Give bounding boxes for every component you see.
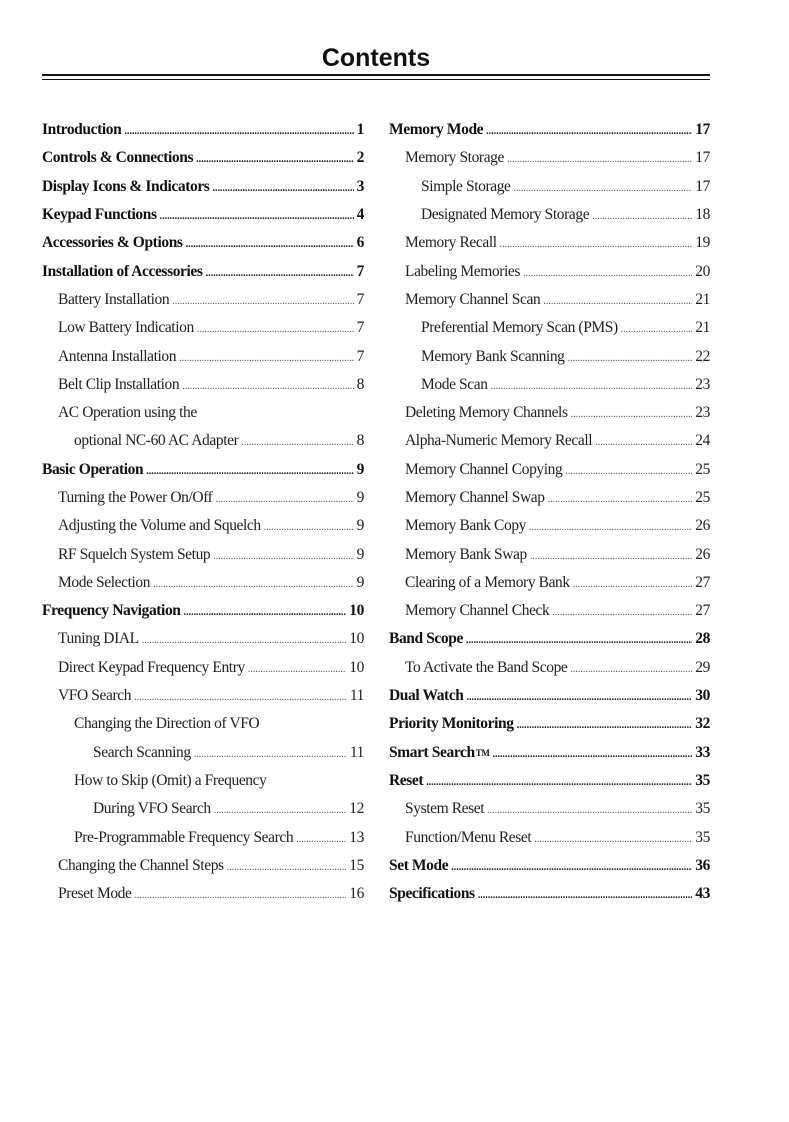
toc-entry-label: Keypad Functions [42, 206, 157, 224]
toc-entry-label: Memory Channel Copying [405, 460, 563, 478]
toc-entry-label: Simple Storage [421, 177, 511, 195]
toc-entry-memory-mode[interactable] [389, 116, 710, 144]
toc-entry-label: RF Squelch System Setup [58, 545, 211, 563]
toc-entry-label: During VFO Search [93, 800, 211, 818]
page-title: Contents [321, 44, 431, 72]
toc-entry-label: Memory Bank Swap [405, 545, 527, 563]
toc-entry-page-number: 11 [349, 743, 364, 761]
toc-entry-label: Designated Memory Storage [421, 206, 590, 224]
toc-entry-memory-bank-swap[interactable] [389, 540, 710, 568]
toc-entry-page-number: 28 [695, 630, 710, 648]
toc-entry-memory-channel-scan[interactable] [389, 286, 710, 314]
toc-entry-page-number: 13 [349, 828, 364, 846]
dot-leader [182, 376, 353, 394]
toc-entry-label: Band Scope [389, 630, 463, 648]
toc-entry-page-number: 10 [349, 630, 364, 648]
toc-entry-installation-of-accessories[interactable] [42, 257, 364, 285]
dot-leader [184, 602, 347, 620]
dot-leader [160, 206, 354, 224]
toc-entry-label: Turning the Power On/Off [58, 489, 213, 506]
toc-entry-label: Adjusting the Volume and Squelch [58, 517, 261, 535]
dot-leader [214, 800, 347, 818]
toc-entry-page-number: 35 [695, 771, 710, 789]
dot-leader [548, 489, 693, 507]
toc-entry-optional-nc-60-ac-adapter[interactable] [42, 427, 364, 455]
toc-entry-page-number: 8 [356, 375, 364, 393]
dot-leader [212, 178, 353, 196]
dot-leader [530, 546, 692, 564]
toc-entry-introduction[interactable] [42, 116, 364, 144]
dot-leader [529, 517, 692, 535]
toc-entry-changing-the-channel-steps[interactable] [42, 852, 364, 880]
toc-entry-label: Changing the Direction of VFO [74, 715, 260, 733]
toc-entry-turning-the-power-on-off[interactable] [42, 484, 364, 512]
toc-entry-page-number: 29 [695, 658, 710, 676]
dot-leader [491, 376, 693, 394]
dot-leader [146, 461, 353, 479]
toc-entry-label: Memory Bank Copy [405, 517, 527, 535]
dot-leader [153, 574, 354, 592]
toc-entry-page-number: 36 [695, 856, 710, 874]
toc-entry-specifications[interactable] [389, 880, 710, 908]
dot-leader [227, 857, 347, 875]
toc-entry-page-number: 18 [695, 206, 710, 224]
toc-entry-ac-operation-using-the[interactable] [42, 399, 364, 427]
toc-entry-label: optional NC-60 AC Adapter [74, 432, 239, 450]
toc-entry-label: Deleting Memory Channels [405, 404, 568, 422]
toc-entry-label: Mode Selection [58, 573, 151, 591]
toc-entry-page-number: 24 [695, 432, 710, 450]
toc-entry-low-battery-indication[interactable] [42, 314, 364, 342]
toc-entry-function-menu-reset[interactable] [389, 823, 710, 851]
toc-entry-page-number: 7 [356, 262, 364, 280]
dot-leader [467, 687, 693, 705]
dot-leader [517, 715, 693, 733]
toc-entry-adjusting-the-volume-and-squelch[interactable] [42, 512, 364, 540]
toc-entry-label: Pre-Programmable Frequency Search [74, 828, 294, 846]
toc-entry-page-number: 7 [356, 319, 364, 337]
title-rule-thin [42, 79, 710, 80]
toc-right-column [389, 116, 710, 908]
toc-entry-belt-clip-installation[interactable] [42, 371, 364, 399]
toc-entry-mode-selection[interactable] [42, 569, 364, 597]
toc-entry-to-activate-the-band-scope[interactable] [389, 654, 710, 682]
toc-entry-label: System Reset [405, 800, 485, 818]
toc-entry-label: Display Icons & Indicators [42, 177, 210, 195]
toc-entry-dual-watch[interactable] [389, 682, 710, 710]
toc-entry-label: Changing the Channel Steps [58, 856, 224, 874]
dot-leader [426, 772, 692, 790]
toc-entry-label: Clearing of a Memory Bank [405, 573, 570, 591]
toc-entry-page-number: 20 [695, 262, 710, 280]
toc-entry-page-number: 21 [695, 319, 710, 337]
toc-entry-label: Preset Mode [58, 885, 132, 903]
title-rule-thick [42, 74, 710, 76]
toc-entry-page-number: 6 [356, 234, 364, 252]
dot-leader [486, 121, 692, 139]
dot-leader [466, 630, 692, 648]
toc-entry-page-number: 11 [349, 687, 364, 705]
toc-entry-page-number: 17 [695, 149, 710, 167]
toc-entry-page-number: 12 [349, 800, 364, 818]
toc-entry-label: Belt Clip Installation [58, 375, 180, 393]
toc-entry-page-number: 32 [695, 715, 710, 733]
toc-entry-label: Dual Watch [389, 687, 464, 705]
toc-entry-tuning-dial[interactable] [42, 625, 364, 653]
toc-entry-page-number: 8 [356, 432, 364, 450]
toc-entry-set-mode[interactable] [389, 852, 710, 880]
toc-entry-page-number: 9 [356, 460, 364, 478]
toc-entry-page-number: 35 [695, 800, 710, 818]
dot-leader [573, 574, 693, 592]
toc-entry-label: Installation of Accessories [42, 262, 203, 280]
toc-entry-label: Memory Channel Scan [405, 290, 541, 308]
toc-entry-page-number: 1 [356, 121, 364, 139]
toc-entry-alpha-numeric-memory-recall[interactable] [389, 427, 710, 455]
toc-entry-pre-programmable-frequency-search[interactable] [42, 823, 364, 851]
toc-entry-label: Mode Scan [421, 375, 488, 393]
toc-left-column [42, 116, 364, 908]
toc-entry-page-number: 25 [695, 460, 710, 478]
toc-entry-label: How to Skip (Omit) a Frequency [74, 771, 267, 789]
toc-entry-label: Specifications [389, 885, 475, 903]
toc-entry-label: Memory Mode [389, 121, 484, 139]
toc-entry-page-number: 9 [356, 573, 364, 591]
toc-entry-page-number: 23 [695, 375, 710, 393]
toc-entry-label: Set Mode [389, 856, 449, 874]
dot-leader [595, 432, 692, 450]
dot-leader [196, 149, 354, 167]
dot-leader [172, 291, 353, 309]
dot-leader [134, 687, 347, 705]
toc-entry-label: AC Operation using the [58, 404, 197, 422]
toc-entry-labeling-memories[interactable] [389, 257, 710, 285]
dot-leader [478, 885, 693, 903]
toc-entry-memory-storage[interactable] [389, 144, 710, 172]
dot-leader [492, 744, 692, 762]
toc-entry-page-number: 9 [356, 517, 364, 535]
dot-leader [135, 885, 347, 903]
dot-leader [142, 630, 347, 648]
toc-entry-label: Frequency Navigation [42, 602, 181, 620]
toc-entry-page-number: 26 [695, 545, 710, 563]
toc-entry-label: Memory Storage [405, 149, 505, 167]
toc-entry-page-number: 4 [356, 206, 364, 224]
toc-entry-label: Tuning DIAL [58, 630, 139, 648]
toc-entry-during-vfo-search[interactable] [42, 795, 364, 823]
toc-entry-label: Priority Monitoring [389, 715, 514, 733]
toc-entry-label: Preferential Memory Scan (PMS) [421, 319, 618, 337]
toc-entry-accessories-options[interactable] [42, 229, 364, 257]
toc-entry-page-number: 23 [695, 404, 710, 422]
toc-entry-label: Memory Channel Swap [405, 489, 545, 506]
toc-entry-page-number: 7 [356, 347, 364, 365]
toc-entry-page-number: 27 [695, 602, 710, 620]
toc-entry-how-to-skip-omit-a-frequency[interactable] [42, 767, 364, 795]
dot-leader [500, 234, 693, 252]
toc-entry-memory-channel-check[interactable] [389, 597, 710, 625]
toc-entry-simple-storage[interactable] [389, 173, 710, 201]
toc-entry-page-number: 21 [695, 290, 710, 308]
toc-entry-rf-squelch-system-setup[interactable] [42, 540, 364, 568]
toc-entry-controls-connections[interactable] [42, 144, 364, 172]
toc-entry-label: Basic Operation [42, 460, 144, 478]
dot-leader [534, 829, 692, 847]
toc-entry-page-number: 30 [695, 687, 710, 705]
toc-entry-memory-channel-copying[interactable] [389, 456, 710, 484]
dot-leader [507, 149, 692, 167]
toc-entry-frequency-navigation[interactable] [42, 597, 364, 625]
toc-entry-page-number: 2 [356, 149, 364, 167]
toc-entry-page-number: 43 [695, 885, 710, 903]
toc-entry-label: Accessories & Options [42, 234, 183, 252]
toc-entry-label: VFO Search [58, 687, 132, 705]
toc-entry-page-number: 3 [356, 177, 364, 195]
toc-entry-label: Labeling Memories [405, 262, 521, 280]
toc-entry-label: Low Battery Indication [58, 319, 194, 337]
toc-entry-page-number: 10 [349, 602, 364, 620]
dot-leader [514, 178, 693, 196]
toc-entry-page-number: 27 [695, 573, 710, 591]
toc-entry-preset-mode[interactable] [42, 880, 364, 908]
dot-leader [570, 659, 692, 677]
toc-entry-mode-scan[interactable] [389, 371, 710, 399]
dot-leader [264, 517, 354, 535]
toc-entry-page-number: 9 [356, 489, 364, 506]
dot-leader [179, 348, 354, 366]
dot-leader [571, 404, 693, 422]
dot-leader [124, 121, 353, 139]
toc-entry-page-number: 17 [695, 121, 710, 139]
toc-entry-priority-monitoring[interactable] [389, 710, 710, 738]
toc-entry-direct-keypad-frequency-entry[interactable] [42, 654, 364, 682]
toc-entry-page-number: 17 [695, 177, 710, 195]
dot-leader [197, 319, 354, 337]
dot-leader [186, 234, 354, 252]
dot-leader [621, 319, 693, 337]
toc-entry-page-number: 15 [349, 856, 364, 874]
toc-entry-memory-recall[interactable] [389, 229, 710, 257]
toc-entry-page-number: 25 [695, 489, 710, 506]
toc-entry-label: To Activate the Band Scope [405, 658, 568, 676]
toc-entry-vfo-search[interactable] [42, 682, 364, 710]
dot-leader [552, 602, 692, 620]
dot-leader [248, 659, 346, 677]
dot-leader [194, 744, 347, 762]
toc-entry-memory-bank-scanning[interactable] [389, 342, 710, 370]
toc-entry-label: Memory Recall [405, 234, 497, 252]
toc-entry-memory-channel-swap[interactable] [389, 484, 710, 512]
toc-entry-page-number: 19 [695, 234, 710, 252]
toc-entry-label: Alpha-Numeric Memory Recall [405, 432, 593, 450]
toc-entry-label: Antenna Installation [58, 347, 177, 365]
dot-leader [523, 263, 692, 281]
toc-entry-label: Search Scanning [93, 743, 191, 761]
toc-entry-preferential-memory-scan-pms[interactable] [389, 314, 710, 342]
dot-leader [296, 829, 346, 847]
dot-leader [213, 546, 353, 564]
toc-entry-label: Memory Channel Check [405, 602, 550, 620]
toc-entry-battery-installation[interactable] [42, 286, 364, 314]
toc-entry-page-number: 9 [356, 545, 364, 563]
toc-entry-display-icons-indicators[interactable] [42, 173, 364, 201]
toc-entry-reset[interactable] [389, 767, 710, 795]
toc-entry-page-number: 22 [695, 347, 710, 365]
toc-entry-page-number: 7 [356, 290, 364, 308]
toc-entry-band-scope[interactable] [389, 625, 710, 653]
trademark-superscript: TM [475, 747, 490, 758]
toc-entry-page-number: 33 [695, 743, 710, 761]
dot-leader [241, 432, 353, 450]
toc-entry-smart-search[interactable] [389, 739, 710, 767]
toc-entry-page-number: 16 [349, 885, 364, 903]
toc-entry-deleting-memory-channels[interactable] [389, 399, 710, 427]
toc-entry-search-scanning[interactable] [42, 739, 364, 767]
toc-entry-label: Direct Keypad Frequency Entry [58, 658, 245, 676]
dot-leader [568, 348, 693, 366]
toc-entry-label: Controls & Connections [42, 149, 194, 167]
dot-leader [206, 263, 354, 281]
dot-leader [565, 461, 692, 479]
toc-entry-keypad-functions[interactable] [42, 201, 364, 229]
toc-entry-designated-memory-storage[interactable] [389, 201, 710, 229]
dot-leader [215, 489, 353, 507]
toc-entry-clearing-of-a-memory-bank[interactable] [389, 569, 710, 597]
toc-entry-page-number: 10 [349, 658, 364, 676]
toc-entry-antenna-installation[interactable] [42, 342, 364, 370]
toc-entry-label: Battery Installation [58, 290, 170, 308]
toc-entry-label: Function/Menu Reset [405, 828, 532, 846]
toc-entry-label: Memory Bank Scanning [421, 347, 565, 365]
toc-entry-page-number: 26 [695, 517, 710, 535]
toc-entry-memory-bank-copy[interactable] [389, 512, 710, 540]
dot-leader [487, 800, 692, 818]
toc-entry-basic-operation[interactable] [42, 456, 364, 484]
toc-entry-system-reset[interactable] [389, 795, 710, 823]
dot-leader [543, 291, 692, 309]
dot-leader [592, 206, 692, 224]
toc-entry-label: Introduction [42, 121, 122, 139]
toc-entry-changing-the-direction-of-vfo[interactable] [42, 710, 364, 738]
toc-entry-label: Reset [389, 771, 424, 789]
toc-entry-label: Smart Search [389, 743, 475, 761]
dot-leader [451, 857, 692, 875]
toc-entry-page-number: 35 [695, 828, 710, 846]
